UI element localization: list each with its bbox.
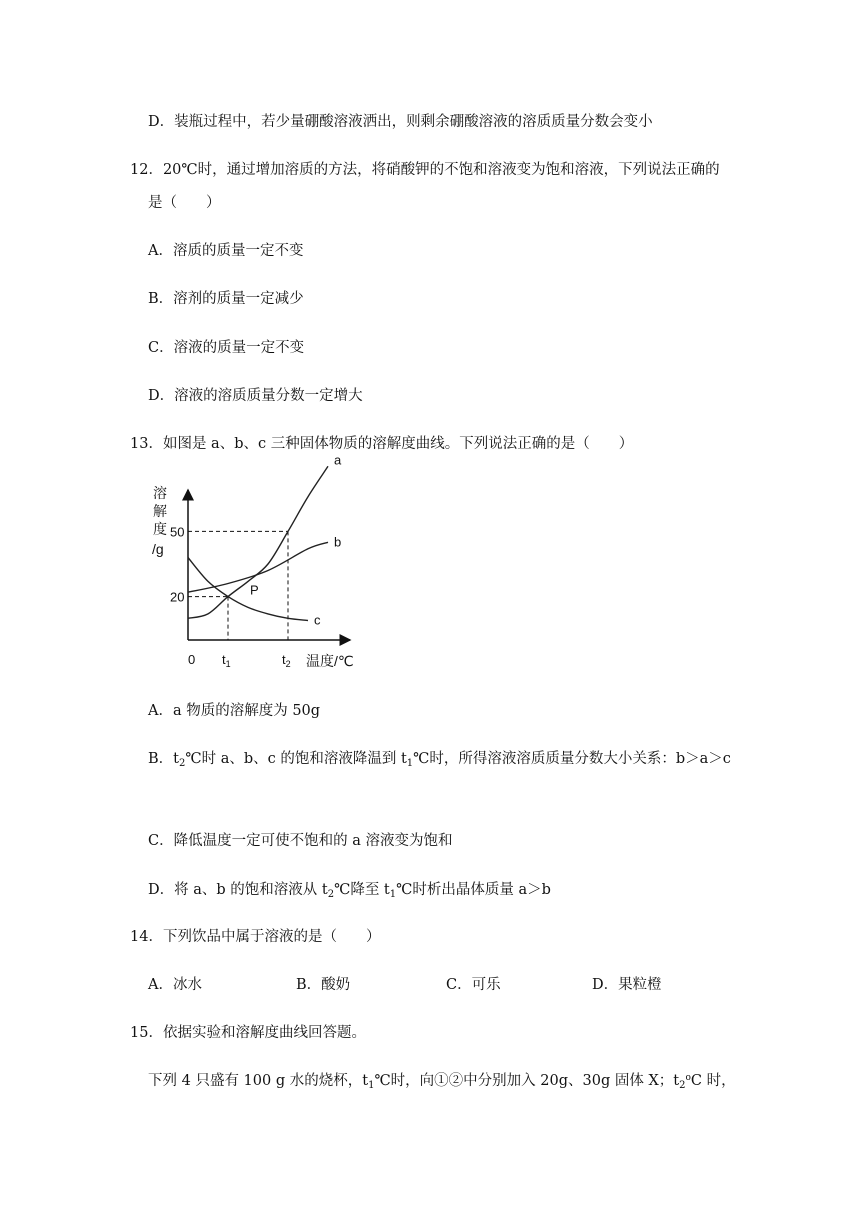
q12-option-a: A．溶质的质量一定不变	[148, 243, 304, 259]
x-axis-label: 温度/℃	[306, 653, 354, 669]
q12-option-c: C．溶液的质量一定不变	[148, 340, 305, 356]
y-axis-label	[152, 485, 167, 557]
q13-stem: 13．如图是 a、b、c 三种固体物质的溶解度曲线。下列说法正确的是（ ）	[130, 436, 634, 452]
q12-stem-line1: 12．20℃时，通过增加溶质的方法，将硝酸钾的不饱和溶液变为饱和溶液，下列说法正确的	[130, 162, 720, 178]
origin-label: 0	[188, 652, 196, 667]
q12-stem-line2: 是（ ）	[148, 195, 221, 211]
y-axis-label-char: 解	[153, 503, 167, 519]
series-label-b: b	[334, 534, 342, 550]
y-axis-label-char: 溶	[153, 485, 167, 501]
q13-option-c: C．降低温度一定可使不饱和的 a 溶液变为饱和	[148, 833, 453, 849]
q15-line-sub: 2	[679, 1080, 686, 1091]
q15-line-text: 下列 4 只盛有 100 g 水的烧杯，t	[148, 1073, 369, 1089]
x-tick-label: $t_2$	[282, 652, 291, 669]
q13-option-d-sub: 1	[389, 889, 397, 900]
q13-option-d-sub: 2	[327, 889, 335, 900]
solubility-chart	[148, 452, 366, 674]
y-tick-labels	[170, 524, 184, 604]
q13-option-b-text: ℃时 a、b、c 的饱和溶液降温到 t	[185, 751, 407, 767]
x-tick-label: $t_1$	[222, 652, 231, 669]
guide-lines	[188, 531, 288, 640]
q13-option-b	[148, 749, 731, 769]
q14-options	[0, 975, 860, 995]
y-tick-label: 50	[170, 524, 185, 540]
point-p-label: P	[250, 582, 259, 598]
y-tick-label: 20	[170, 589, 185, 605]
series-label-a: a	[334, 452, 342, 468]
q13-option-d	[148, 880, 551, 900]
q12-option-d: D．溶液的溶质质量分数一定增大	[148, 388, 363, 404]
x-tick-labels	[222, 652, 291, 669]
q13-option-d-text: ℃降至 t	[334, 882, 390, 898]
q15-line	[148, 1071, 736, 1091]
q14-stem: 14．下列饮品中属于溶液的是（ ）	[130, 929, 381, 945]
q13-option-d-text: D．将 a、b 的饱和溶液从 t	[148, 882, 328, 898]
q13-option-b-sub: 1	[406, 758, 414, 769]
series-label-c: c	[314, 612, 321, 628]
q11-option-d: D．装瓶过程中，若少量硼酸溶液洒出，则剩余硼酸溶液的溶质质量分数会变小	[148, 114, 653, 130]
q13-option-b-text: B．t	[148, 751, 179, 767]
q15-line-text: C 时，	[690, 1073, 736, 1089]
q13-option-b-sub: 2	[178, 758, 186, 769]
y-axis-label-char: /g	[152, 541, 164, 557]
y-axis-label-char: 度	[153, 521, 167, 537]
curves	[188, 452, 342, 627]
q15-line-sub: 1	[368, 1080, 375, 1091]
q14-option-d: D．果粒橙	[592, 977, 662, 993]
q13-option-b-text: ℃时，所得溶液溶质质量分数大小关系：b＞a＞c	[413, 751, 731, 767]
q13-option-d-text: ℃时析出晶体质量 a＞b	[396, 882, 551, 898]
q15-line-sup: o	[685, 1073, 691, 1083]
q14-option-b: B．酸奶	[296, 977, 351, 993]
q14-option-c: C．可乐	[446, 977, 501, 993]
q13-option-a: A．a 物质的溶解度为 50g	[148, 703, 321, 719]
q15-line-text: ℃时，向①②中分别加入 20g、30g 固体 X；t	[374, 1073, 680, 1089]
q14-option-a: A．冰水	[148, 977, 202, 993]
q15-stem: 15．依据实验和溶解度曲线回答题。	[130, 1025, 366, 1041]
q12-option-b: B．溶剂的质量一定减少	[148, 291, 304, 307]
